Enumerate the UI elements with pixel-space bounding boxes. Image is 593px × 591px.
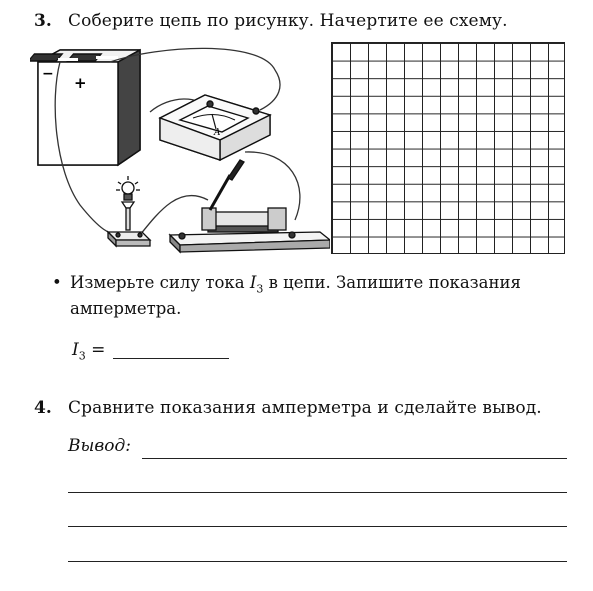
answer-variable: I <box>72 340 79 360</box>
conclusion-line-3[interactable] <box>68 526 567 527</box>
battery-minus-label: − <box>42 66 54 82</box>
conclusion-label: Вывод: <box>68 436 131 456</box>
answer-label <box>72 340 105 362</box>
current-variable: I <box>249 273 257 292</box>
measure-instruction-line2: амперметра. <box>70 299 182 318</box>
instruction-text-a: Измерьте силу тока <box>70 273 250 292</box>
circuit-illustration <box>30 40 330 265</box>
instruction-text-b: в цепи. Запишите показания <box>263 273 521 292</box>
task-4-number: 4. <box>34 398 52 418</box>
drawing-grid[interactable] <box>331 42 565 254</box>
conclusion-line-1[interactable] <box>142 458 567 459</box>
ammeter-letter: A <box>214 128 221 138</box>
conclusion-line-2[interactable] <box>68 492 567 493</box>
lamp-icon <box>108 176 150 246</box>
battery-plus-label: + <box>74 74 87 92</box>
answer-equals: = <box>85 340 106 360</box>
task-3-text: Соберите цепь по рисунку. Начертите ее схему. <box>68 11 508 31</box>
answer-subscript: 3 <box>78 349 86 363</box>
conclusion-line-4[interactable] <box>68 561 567 562</box>
switch-icon <box>170 160 330 252</box>
bullet-marker: • <box>52 273 62 292</box>
answer-line[interactable] <box>113 358 229 359</box>
task-3-number: 3. <box>34 11 52 31</box>
current-subscript: 3 <box>256 282 264 296</box>
task-4-text: Сравните показания амперметра и сделайте вывод. <box>68 398 542 418</box>
